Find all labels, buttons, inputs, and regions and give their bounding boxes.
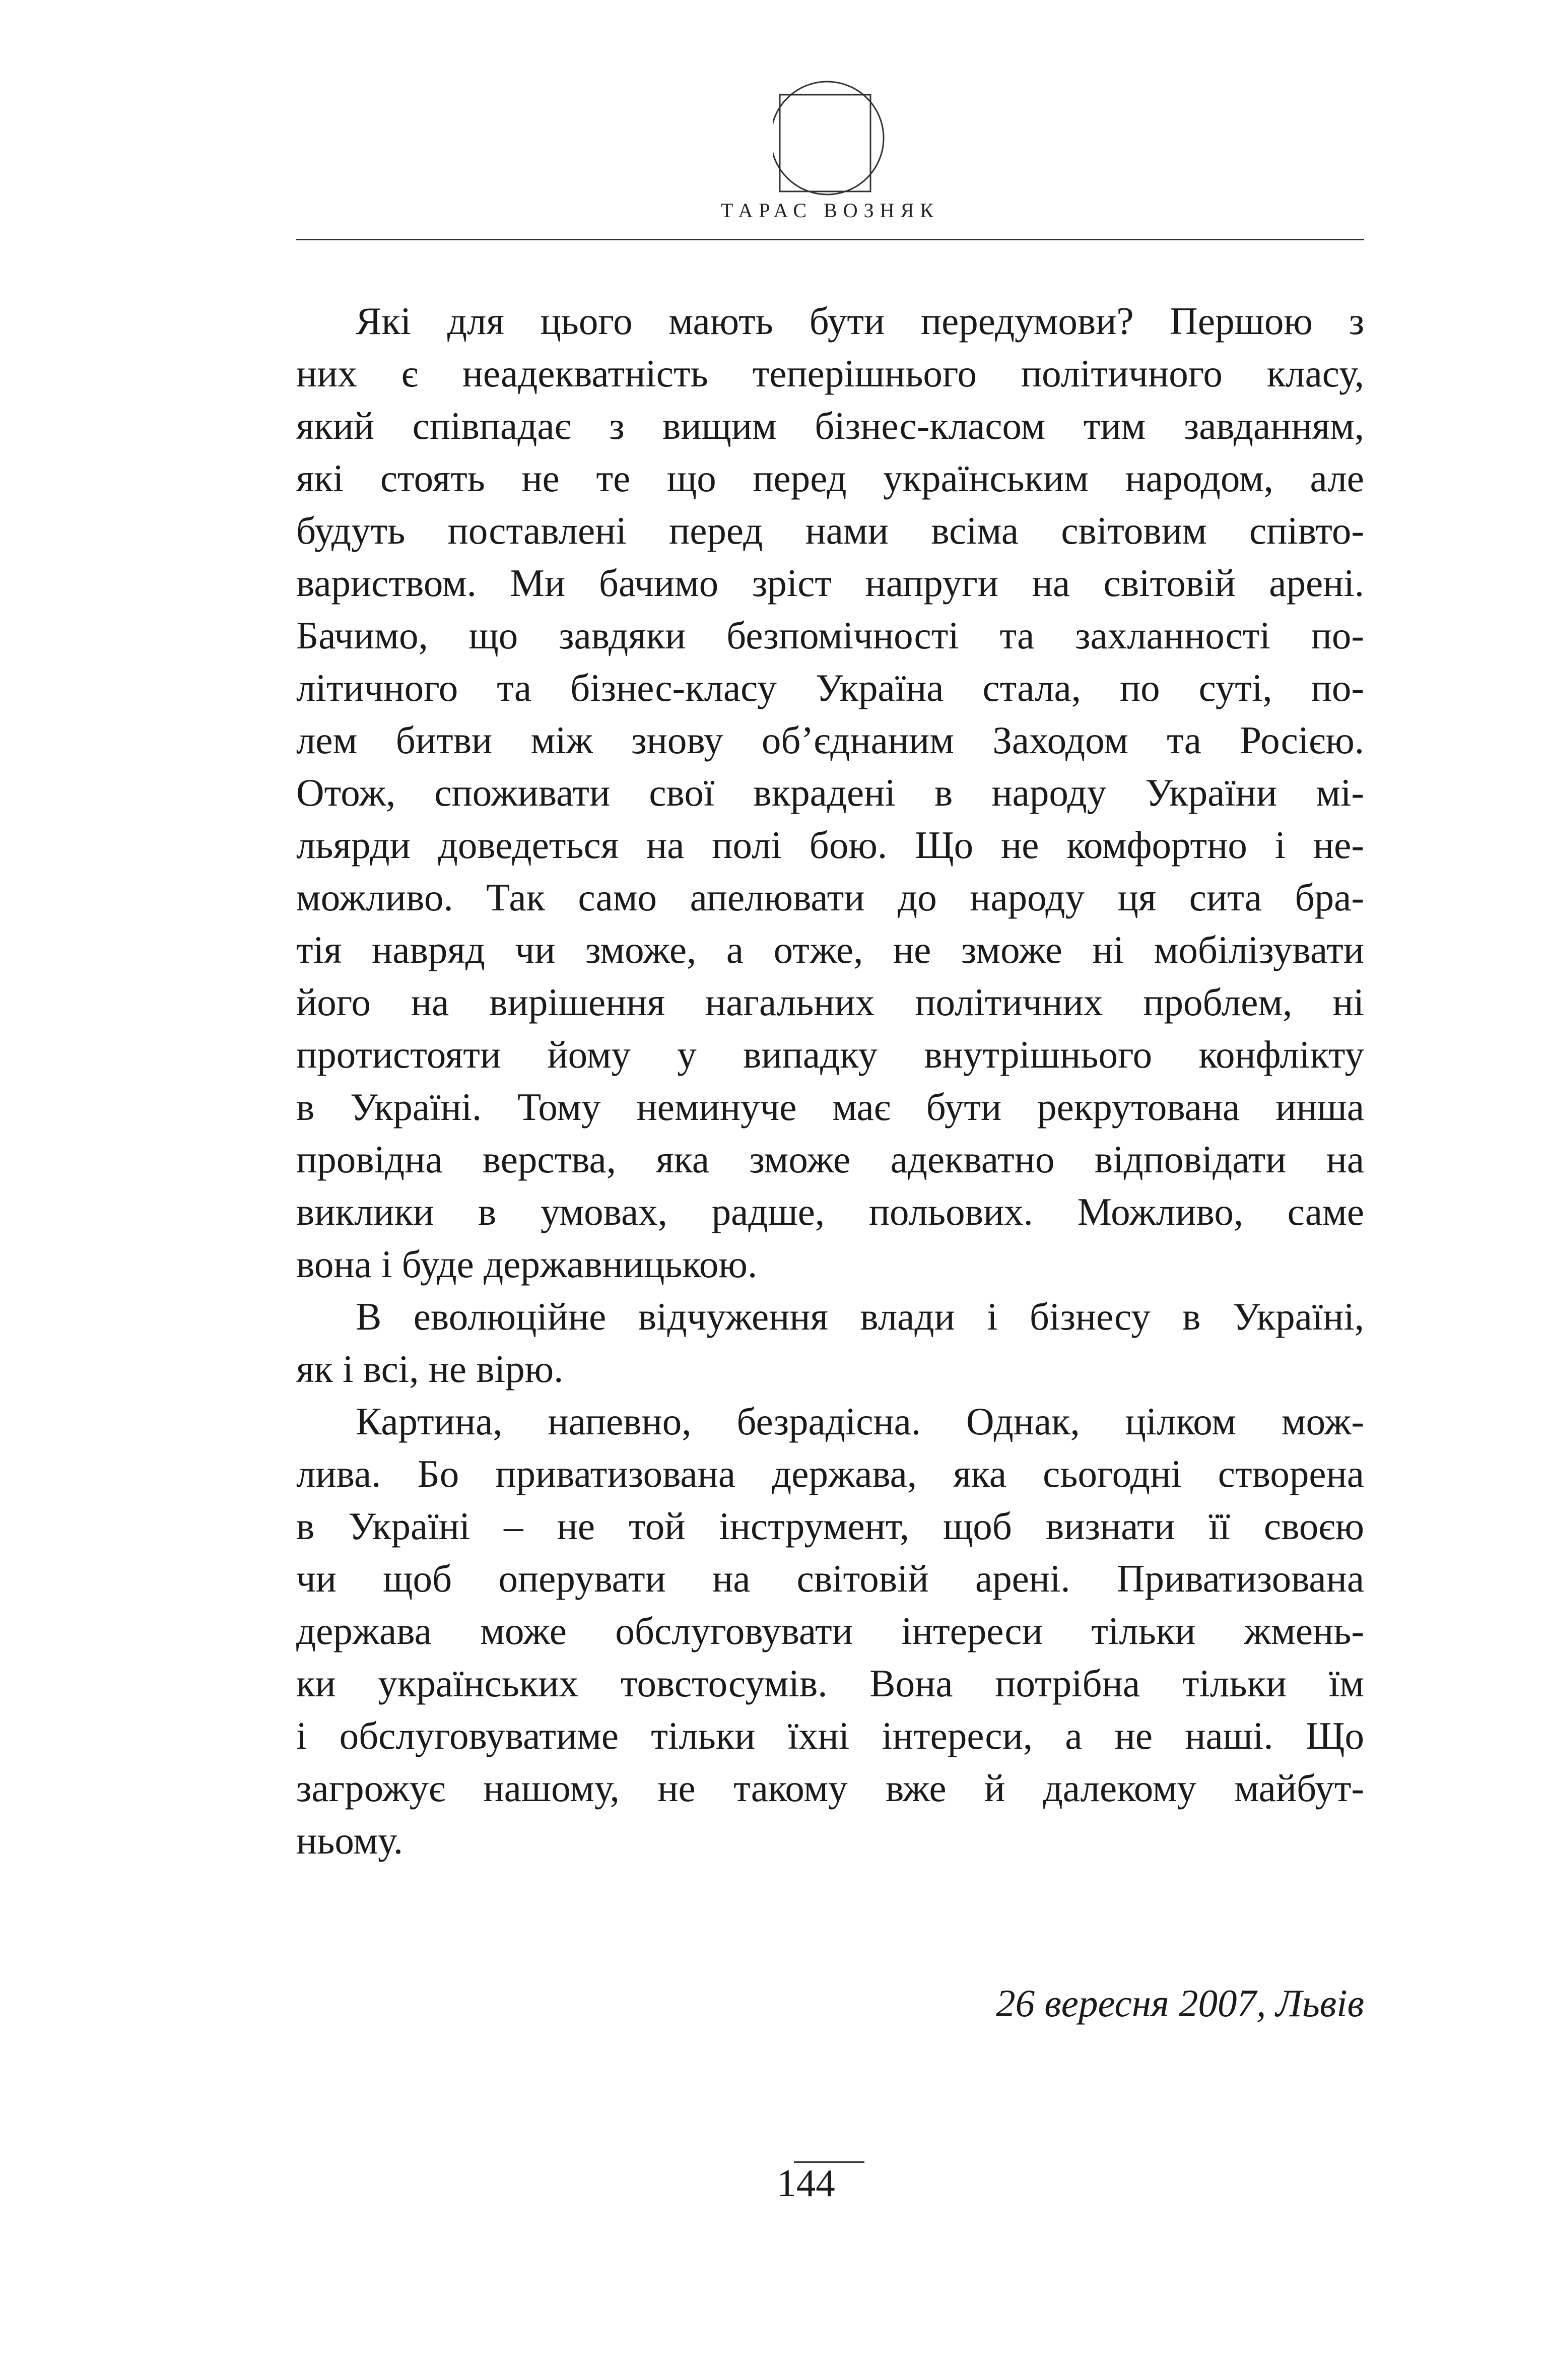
- text-line: провідна верства, яка зможе адекватно відповідати на: [296, 1138, 1364, 1181]
- text-line: льярди доведеться на полі бою. Що не комфортно і не-: [296, 823, 1364, 867]
- paragraph: [296, 295, 1364, 1290]
- text-line: Бачимо, що завдяки безпомічності та захланності по-: [296, 614, 1364, 657]
- paragraph: [296, 1290, 1364, 1395]
- text-line: тія навряд чи зможе, а отже, не зможе ні мобілізувати: [296, 928, 1364, 971]
- text-line: В еволюційне відчуження влади і бізнесу в Україні,: [356, 1295, 1364, 1338]
- text-line: вариством. Ми бачимо зріст напруги на світовій арені.: [296, 561, 1364, 605]
- text-line: вона і буде державницькою.: [296, 1242, 758, 1286]
- text-line: Картина, напевно, безрадісна. Однак, цілком мож-: [356, 1400, 1364, 1443]
- text-line: держава може обслуговувати інтереси тільки жмень-: [296, 1609, 1364, 1652]
- body-text: [296, 295, 1364, 1867]
- text-line: які стоять не те що перед українським народом, але: [296, 456, 1364, 500]
- text-line: Отож, споживати свої вкрадені в народу України мі-: [296, 771, 1364, 814]
- text-line: лем битви між знову об’єднаним Заходом та Росією.: [296, 718, 1364, 762]
- text-line: виклики в умовах, радше, польових. Можливо, саме: [296, 1190, 1364, 1233]
- text-line: можливо. Так само апелювати до народу ця сита бра-: [296, 876, 1364, 919]
- text-line: чи щоб оперувати на світовій арені. Приватизована: [296, 1557, 1364, 1600]
- text-line: як і всі, не вірю.: [296, 1347, 564, 1391]
- text-line: його на вирішення нагальних політичних проблем, ні: [296, 980, 1364, 1024]
- page-number: 144: [777, 2161, 835, 2205]
- text-line: Які для цього мають бути передумови? Першою з: [356, 299, 1364, 343]
- dateline: 26 вересня 2007, Львів: [996, 1981, 1364, 2025]
- text-line: протистояти йому у випадку внутрішнього конфлікту: [296, 1033, 1364, 1076]
- running-head: ТАРАС ВОЗНЯК: [721, 199, 939, 222]
- text-line: загрожує нашому, не такому вже й далекому майбут-: [296, 1766, 1364, 1810]
- text-line: будуть поставлені перед нами всіма світовим співто-: [296, 509, 1364, 552]
- text-line: лива. Бо приватизована держава, яка сьогодні створена: [296, 1452, 1364, 1495]
- header-rule: [296, 239, 1364, 240]
- text-line: них є неадекватність теперішнього політичного класу,: [296, 352, 1364, 395]
- text-line: літичного та бізнес-класу Україна стала, по суті, по-: [296, 666, 1364, 709]
- text-line: ки українських товстосумів. Вона потрібна тільки їм: [296, 1662, 1364, 1705]
- author-logo-icon: [773, 71, 889, 196]
- paragraph: [296, 1395, 1364, 1867]
- text-line: і обслуговуватиме тільки їхні інтереси, а не наші. Що: [296, 1714, 1364, 1757]
- text-line: який співпадає з вищим бізнес-класом тим завданням,: [296, 404, 1364, 447]
- text-line: в Україні. Тому неминуче має бути рекрутована инша: [296, 1085, 1364, 1129]
- text-line: ньому.: [296, 1819, 403, 1862]
- text-line: в Україні – не той інструмент, щоб визнати її своєю: [296, 1504, 1364, 1548]
